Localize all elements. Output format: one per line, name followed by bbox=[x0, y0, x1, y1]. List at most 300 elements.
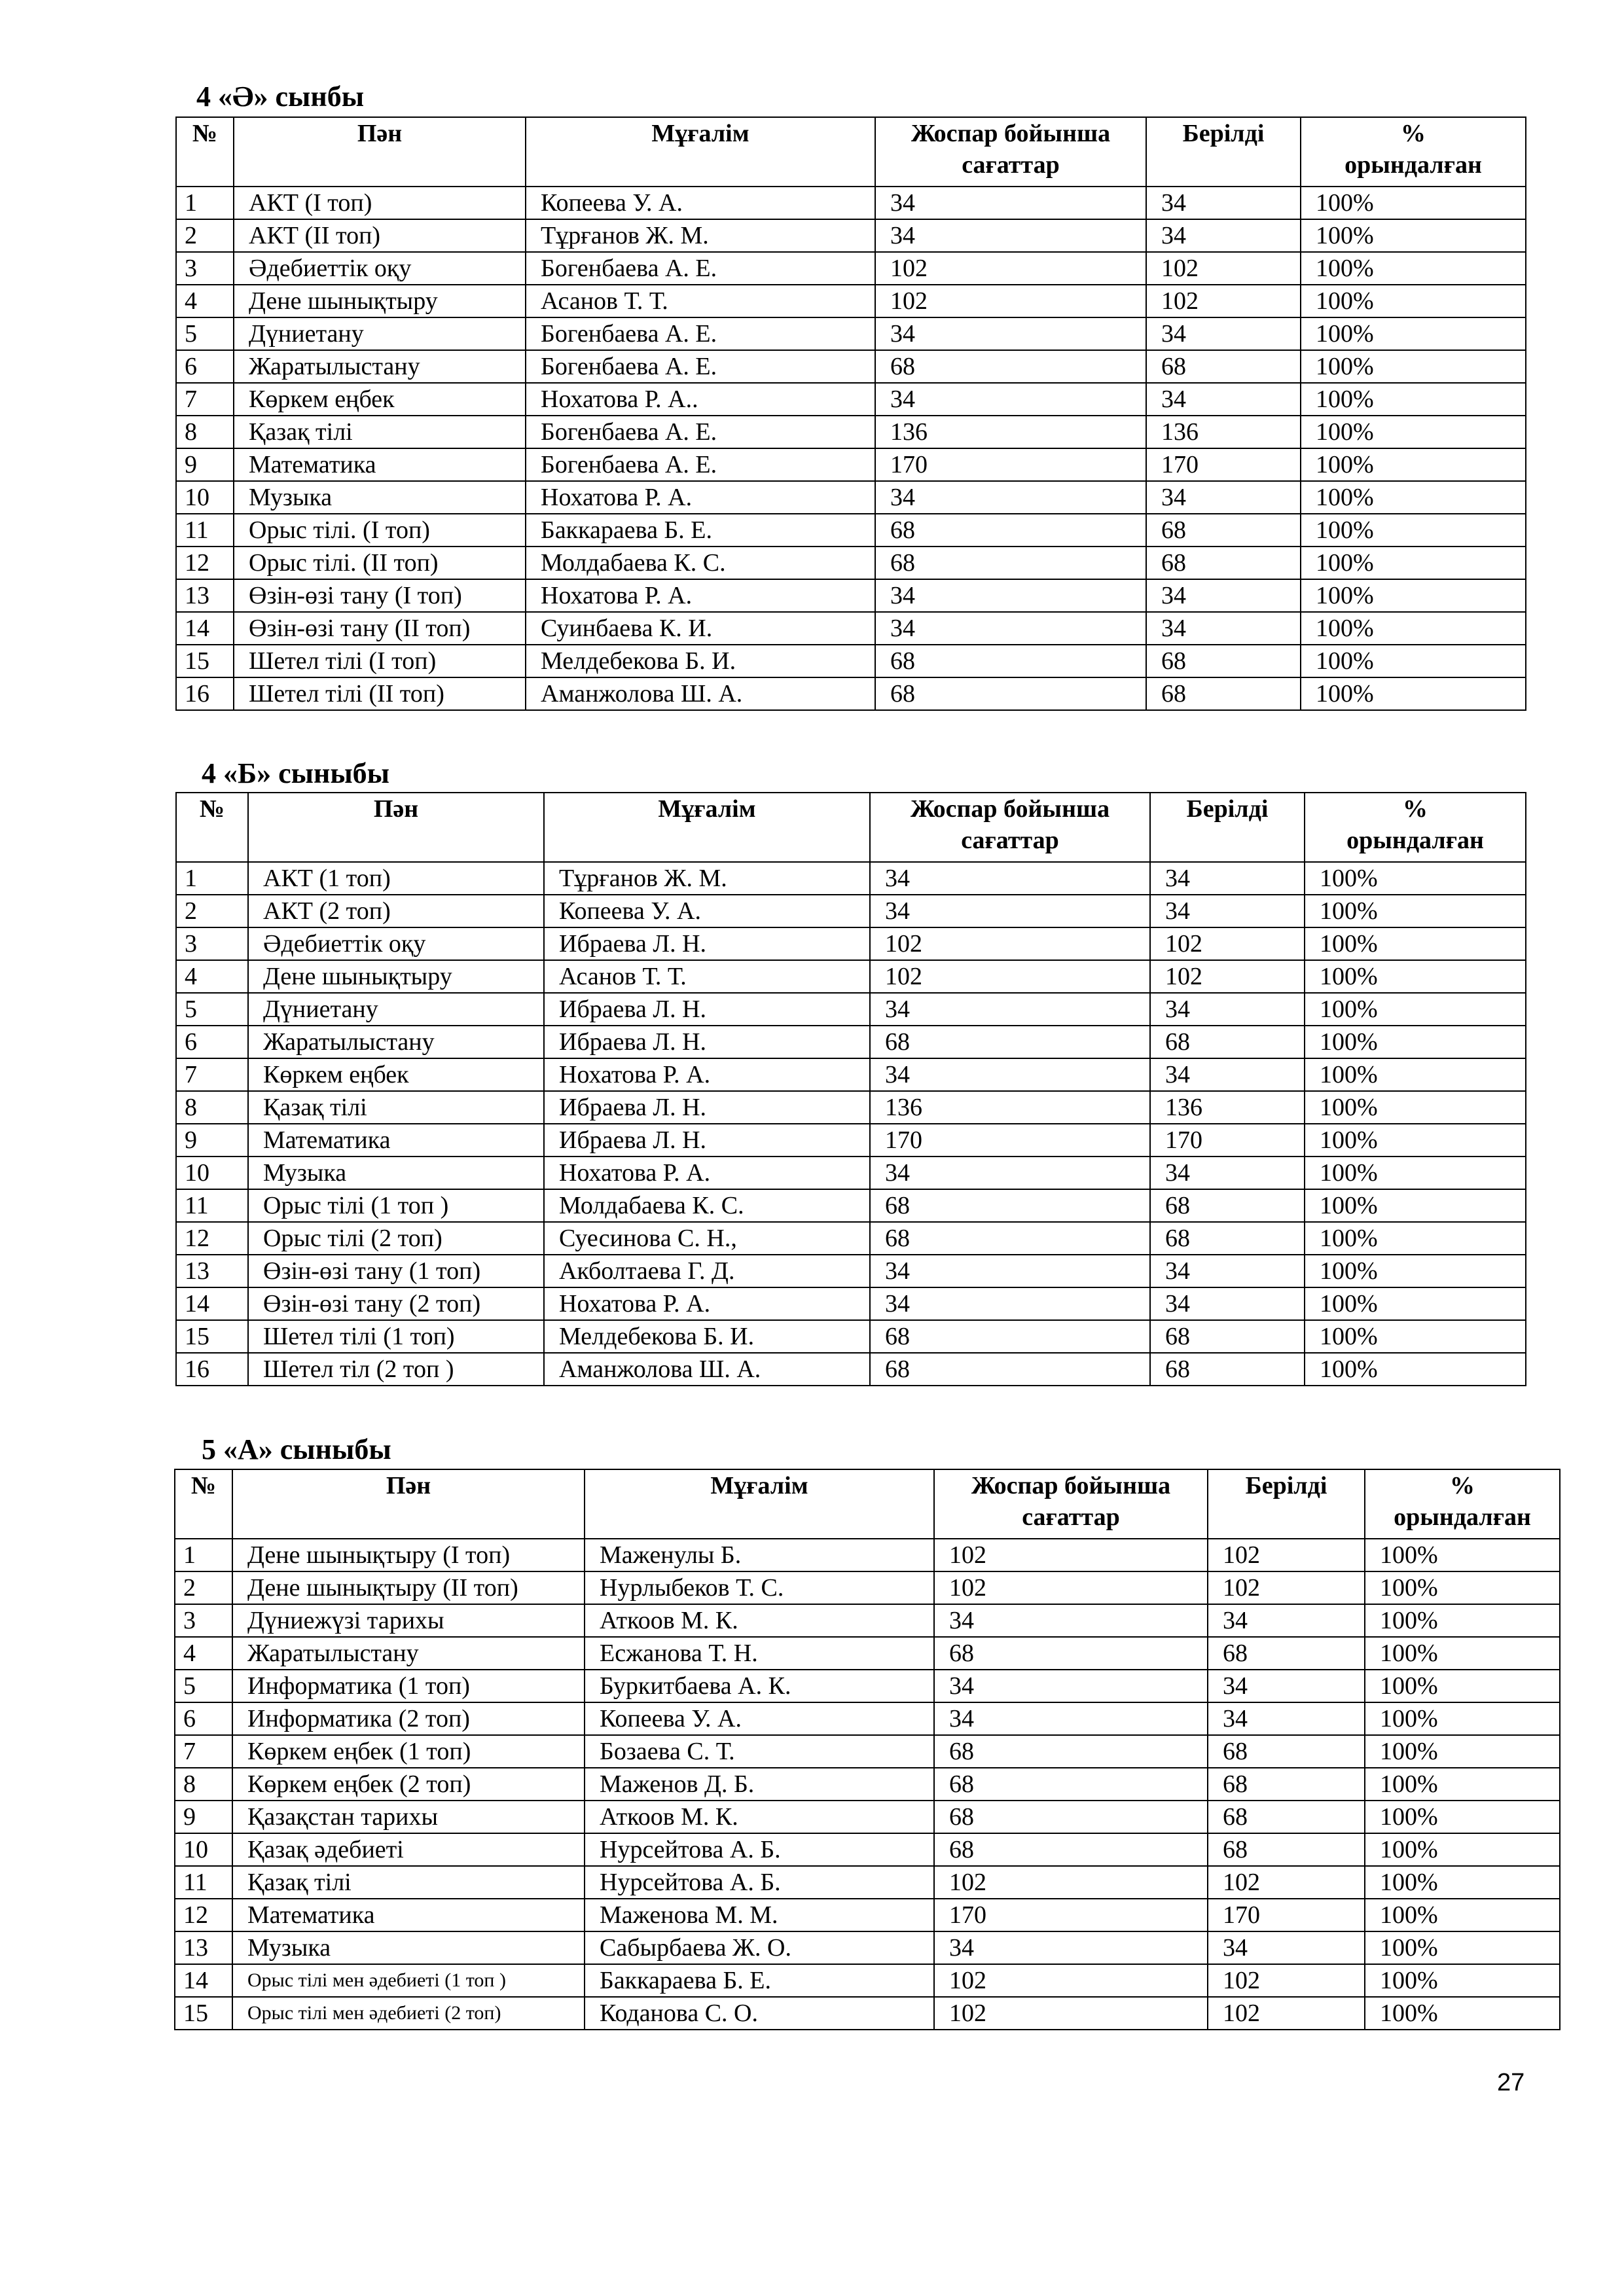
completion-percent-cell: 100% bbox=[1301, 416, 1526, 448]
teacher-cell: Нурсейтова А. Б. bbox=[585, 1866, 934, 1899]
subject-cell: Әдебиеттік оқу bbox=[234, 252, 526, 285]
row-number: 1 bbox=[176, 187, 234, 219]
teacher-cell: Аманжолова Ш. А. bbox=[526, 677, 875, 710]
header-pct bbox=[1365, 1469, 1560, 1539]
planned-hours-cell: 34 bbox=[870, 993, 1150, 1026]
given-hours-cell: 34 bbox=[1208, 1702, 1365, 1735]
given-hours-cell: 34 bbox=[1146, 187, 1301, 219]
given-hours-cell: 102 bbox=[1208, 1866, 1365, 1899]
table-row bbox=[176, 612, 1526, 645]
planned-hours-cell: 68 bbox=[875, 547, 1146, 579]
completion-percent-cell: 100% bbox=[1301, 514, 1526, 547]
table-row bbox=[175, 1997, 1560, 2030]
planned-hours-cell: 68 bbox=[870, 1026, 1150, 1058]
row-number: 2 bbox=[176, 895, 248, 927]
header-num-text: № bbox=[192, 120, 218, 147]
table-row bbox=[175, 1964, 1560, 1997]
table-row bbox=[176, 1124, 1526, 1157]
completion-percent-cell: 100% bbox=[1305, 1026, 1526, 1058]
row-number: 11 bbox=[176, 514, 234, 547]
subject-cell: Шетел тіл (2 топ ) bbox=[248, 1353, 544, 1386]
given-hours-cell: 68 bbox=[1208, 1801, 1365, 1833]
row-number: 6 bbox=[175, 1702, 232, 1735]
completion-percent-cell: 100% bbox=[1365, 1997, 1560, 2030]
completion-percent-cell: 100% bbox=[1301, 350, 1526, 383]
planned-hours-cell: 34 bbox=[934, 1670, 1208, 1702]
teacher-cell: Асанов Т. Т. bbox=[544, 960, 870, 993]
header-pct-text: % bbox=[1450, 1472, 1475, 1499]
row-number: 9 bbox=[176, 1124, 248, 1157]
subject-cell: Өзін-өзі тану (2 топ) bbox=[248, 1287, 544, 1320]
given-hours-cell: 34 bbox=[1150, 993, 1305, 1026]
row-number: 8 bbox=[176, 1091, 248, 1124]
completion-percent-cell: 100% bbox=[1305, 1222, 1526, 1255]
planned-hours-cell: 68 bbox=[870, 1353, 1150, 1386]
row-number: 15 bbox=[176, 645, 234, 677]
row-number: 5 bbox=[176, 993, 248, 1026]
planned-hours-cell: 68 bbox=[934, 1768, 1208, 1801]
given-hours-cell: 68 bbox=[1150, 1222, 1305, 1255]
completion-percent-cell: 100% bbox=[1365, 1637, 1560, 1670]
table-row bbox=[176, 187, 1526, 219]
teacher-cell: Коданова С. О. bbox=[585, 1997, 934, 2030]
planned-hours-cell: 68 bbox=[934, 1735, 1208, 1768]
row-number: 15 bbox=[176, 1320, 248, 1353]
header-given bbox=[1208, 1469, 1365, 1539]
table-row bbox=[176, 895, 1526, 927]
row-number: 12 bbox=[176, 547, 234, 579]
row-number: 8 bbox=[175, 1768, 232, 1801]
planned-hours-cell: 102 bbox=[870, 960, 1150, 993]
teacher-cell: Ибраева Л. Н. bbox=[544, 993, 870, 1026]
row-number: 2 bbox=[175, 1571, 232, 1604]
given-hours-cell: 170 bbox=[1150, 1124, 1305, 1157]
completion-percent-cell: 100% bbox=[1301, 547, 1526, 579]
header-pct bbox=[1301, 117, 1526, 187]
planned-hours-cell: 102 bbox=[934, 1964, 1208, 1997]
teacher-cell: Аткоов М. К. bbox=[585, 1801, 934, 1833]
table-row bbox=[176, 579, 1526, 612]
teacher-cell: Богенбаева А. Е. bbox=[526, 350, 875, 383]
teacher-cell: Акболтаева Г. Д. bbox=[544, 1255, 870, 1287]
teacher-cell: Богенбаева А. Е. bbox=[526, 416, 875, 448]
subject-cell: Қазақ тілі bbox=[248, 1091, 544, 1124]
subject-cell: Шетел тілі (ІІ топ) bbox=[234, 677, 526, 710]
planned-hours-cell: 68 bbox=[875, 350, 1146, 383]
subject-cell: Қазақ тілі bbox=[232, 1866, 585, 1899]
planned-hours-cell: 68 bbox=[875, 514, 1146, 547]
teacher-cell: Нохатова Р. А.. bbox=[526, 383, 875, 416]
row-number: 10 bbox=[175, 1833, 232, 1866]
planned-hours-cell: 68 bbox=[875, 677, 1146, 710]
planned-hours-cell: 68 bbox=[934, 1637, 1208, 1670]
row-number: 16 bbox=[176, 1353, 248, 1386]
table-row bbox=[176, 481, 1526, 514]
subject-cell: Информатика (1 топ) bbox=[232, 1670, 585, 1702]
header-plan bbox=[934, 1469, 1208, 1539]
teacher-cell: Тұрғанов Ж. М. bbox=[526, 219, 875, 252]
given-hours-cell: 170 bbox=[1208, 1899, 1365, 1931]
table-row bbox=[176, 514, 1526, 547]
table-row bbox=[176, 1320, 1526, 1353]
row-number: 1 bbox=[175, 1539, 232, 1571]
given-hours-cell: 34 bbox=[1146, 219, 1301, 252]
completion-percent-cell: 100% bbox=[1301, 579, 1526, 612]
header-pct-text: % bbox=[1401, 120, 1426, 147]
header-pct-text: % bbox=[1403, 795, 1428, 823]
subject-cell: Орыс тілі (1 топ ) bbox=[248, 1189, 544, 1222]
teacher-cell: Нохатова Р. А. bbox=[526, 579, 875, 612]
header-teacher-text: Мұғалім bbox=[651, 120, 749, 147]
completion-percent-cell: 100% bbox=[1305, 993, 1526, 1026]
planned-hours-cell: 102 bbox=[934, 1571, 1208, 1604]
completion-percent-cell: 100% bbox=[1365, 1964, 1560, 1997]
planned-hours-cell: 34 bbox=[875, 612, 1146, 645]
subject-cell: Көркем еңбек (1 топ) bbox=[232, 1735, 585, 1768]
completion-percent-cell: 100% bbox=[1305, 1255, 1526, 1287]
given-hours-cell: 34 bbox=[1150, 1157, 1305, 1189]
table-5a-header bbox=[175, 1469, 1560, 1539]
table-row bbox=[175, 1899, 1560, 1931]
planned-hours-cell: 34 bbox=[934, 1604, 1208, 1637]
completion-percent-cell: 100% bbox=[1365, 1768, 1560, 1801]
given-hours-cell: 34 bbox=[1146, 579, 1301, 612]
given-hours-cell: 34 bbox=[1150, 895, 1305, 927]
subject-cell: АКТ (2 топ) bbox=[248, 895, 544, 927]
header-given bbox=[1146, 117, 1301, 187]
teacher-cell: Копеева У. А. bbox=[585, 1702, 934, 1735]
table-row bbox=[176, 1026, 1526, 1058]
section-title-4a: 4 «Ә» сынбы bbox=[196, 81, 365, 113]
completion-percent-cell: 100% bbox=[1305, 1189, 1526, 1222]
subject-cell: Математика bbox=[248, 1124, 544, 1157]
teacher-cell: Нохатова Р. А. bbox=[526, 481, 875, 514]
subject-cell: АКТ (І топ) bbox=[234, 187, 526, 219]
given-hours-cell: 68 bbox=[1208, 1833, 1365, 1866]
planned-hours-cell: 68 bbox=[934, 1801, 1208, 1833]
table-4b bbox=[175, 792, 1526, 1386]
header-subject-text: Пән bbox=[386, 1472, 431, 1499]
header-teacher bbox=[585, 1469, 934, 1539]
planned-hours-cell: 34 bbox=[875, 317, 1146, 350]
completion-percent-cell: 100% bbox=[1365, 1899, 1560, 1931]
given-hours-cell: 68 bbox=[1208, 1637, 1365, 1670]
table-row bbox=[176, 1222, 1526, 1255]
header-teacher-text: Мұғалім bbox=[710, 1472, 808, 1499]
completion-percent-cell: 100% bbox=[1305, 1058, 1526, 1091]
completion-percent-cell: 100% bbox=[1305, 1091, 1526, 1124]
row-number: 5 bbox=[175, 1670, 232, 1702]
planned-hours-cell: 102 bbox=[934, 1866, 1208, 1899]
completion-percent-cell: 100% bbox=[1305, 960, 1526, 993]
completion-percent-cell: 100% bbox=[1305, 1287, 1526, 1320]
given-hours-cell: 68 bbox=[1146, 547, 1301, 579]
completion-percent-cell: 100% bbox=[1301, 612, 1526, 645]
table-row bbox=[176, 317, 1526, 350]
header-pct-text: орындалған bbox=[1346, 827, 1484, 854]
subject-cell: Музыка bbox=[248, 1157, 544, 1189]
subject-cell: Өзін-өзі тану (І топ) bbox=[234, 579, 526, 612]
planned-hours-cell: 34 bbox=[870, 1058, 1150, 1091]
header-num bbox=[176, 117, 234, 187]
subject-cell: Дүниетану bbox=[248, 993, 544, 1026]
planned-hours-cell: 34 bbox=[875, 383, 1146, 416]
planned-hours-cell: 136 bbox=[875, 416, 1146, 448]
given-hours-cell: 68 bbox=[1208, 1735, 1365, 1768]
row-number: 5 bbox=[176, 317, 234, 350]
subject-cell: Дене шынықтыру bbox=[248, 960, 544, 993]
row-number: 6 bbox=[176, 1026, 248, 1058]
table-row bbox=[175, 1670, 1560, 1702]
header-plan-text: сағаттар bbox=[962, 151, 1060, 179]
teacher-cell: Маженова М. М. bbox=[585, 1899, 934, 1931]
given-hours-cell: 68 bbox=[1146, 645, 1301, 677]
teacher-cell: Суинбаева К. И. bbox=[526, 612, 875, 645]
planned-hours-cell: 102 bbox=[875, 285, 1146, 317]
planned-hours-cell: 102 bbox=[870, 927, 1150, 960]
planned-hours-cell: 68 bbox=[934, 1833, 1208, 1866]
header-num-text: № bbox=[199, 795, 225, 823]
subject-cell: Информатика (2 топ) bbox=[232, 1702, 585, 1735]
teacher-cell: Аманжолова Ш. А. bbox=[544, 1353, 870, 1386]
table-row bbox=[176, 1058, 1526, 1091]
header-plan bbox=[875, 117, 1146, 187]
teacher-cell: Ибраева Л. Н. bbox=[544, 1091, 870, 1124]
completion-percent-cell: 100% bbox=[1301, 252, 1526, 285]
completion-percent-cell: 100% bbox=[1365, 1571, 1560, 1604]
row-number: 1 bbox=[176, 862, 248, 895]
given-hours-cell: 34 bbox=[1146, 612, 1301, 645]
completion-percent-cell: 100% bbox=[1301, 187, 1526, 219]
table-row bbox=[176, 1189, 1526, 1222]
teacher-cell: Богенбаева А. Е. bbox=[526, 448, 875, 481]
teacher-cell: Мелдебекова Б. И. bbox=[544, 1320, 870, 1353]
table-4a-header bbox=[176, 117, 1526, 187]
teacher-cell: Маженов Д. Б. bbox=[585, 1768, 934, 1801]
given-hours-cell: 68 bbox=[1150, 1353, 1305, 1386]
subject-cell: Математика bbox=[232, 1899, 585, 1931]
planned-hours-cell: 102 bbox=[934, 1997, 1208, 2030]
row-number: 14 bbox=[176, 612, 234, 645]
planned-hours-cell: 34 bbox=[875, 579, 1146, 612]
header-teacher bbox=[526, 117, 875, 187]
subject-cell: Музыка bbox=[234, 481, 526, 514]
planned-hours-cell: 34 bbox=[875, 481, 1146, 514]
given-hours-cell: 102 bbox=[1208, 1964, 1365, 1997]
subject-cell: Әдебиеттік оқу bbox=[248, 927, 544, 960]
completion-percent-cell: 100% bbox=[1365, 1833, 1560, 1866]
table-row bbox=[176, 1157, 1526, 1189]
teacher-cell: Молдабаева К. С. bbox=[544, 1189, 870, 1222]
completion-percent-cell: 100% bbox=[1305, 927, 1526, 960]
header-plan-text: Жоспар бойынша bbox=[971, 1472, 1171, 1499]
teacher-cell: Нохатова Р. А. bbox=[544, 1058, 870, 1091]
subject-cell: Дене шынықтыру (ІІ топ) bbox=[232, 1571, 585, 1604]
teacher-cell: Тұрғанов Ж. М. bbox=[544, 862, 870, 895]
table-row bbox=[176, 927, 1526, 960]
row-number: 10 bbox=[176, 481, 234, 514]
header-given-text: Берілді bbox=[1186, 795, 1269, 823]
subject-cell: Қазақ әдебиеті bbox=[232, 1833, 585, 1866]
section-title-5a: 5 «А» сыныбы bbox=[202, 1433, 391, 1465]
row-number: 9 bbox=[176, 448, 234, 481]
given-hours-cell: 68 bbox=[1146, 514, 1301, 547]
planned-hours-cell: 136 bbox=[870, 1091, 1150, 1124]
subject-cell: Қазақстан тарихы bbox=[232, 1801, 585, 1833]
subject-cell: Өзін-өзі тану (1 топ) bbox=[248, 1255, 544, 1287]
given-hours-cell: 170 bbox=[1146, 448, 1301, 481]
header-pct bbox=[1305, 793, 1526, 862]
subject-cell: Орыс тілі. (ІІ топ) bbox=[234, 547, 526, 579]
table-row bbox=[175, 1571, 1560, 1604]
teacher-cell: Маженулы Б. bbox=[585, 1539, 934, 1571]
table-row bbox=[175, 1801, 1560, 1833]
row-number: 11 bbox=[176, 1189, 248, 1222]
teacher-cell: Ибраева Л. Н. bbox=[544, 1026, 870, 1058]
row-number: 3 bbox=[176, 252, 234, 285]
subject-cell: Шетел тілі (1 топ) bbox=[248, 1320, 544, 1353]
completion-percent-cell: 100% bbox=[1301, 677, 1526, 710]
planned-hours-cell: 68 bbox=[870, 1189, 1150, 1222]
given-hours-cell: 34 bbox=[1208, 1931, 1365, 1964]
header-plan bbox=[870, 793, 1150, 862]
row-number: 3 bbox=[175, 1604, 232, 1637]
completion-percent-cell: 100% bbox=[1305, 1157, 1526, 1189]
completion-percent-cell: 100% bbox=[1365, 1801, 1560, 1833]
header-plan-text: Жоспар бойынша bbox=[910, 795, 1110, 823]
header-num bbox=[176, 793, 248, 862]
table-row bbox=[176, 285, 1526, 317]
table-4a-body bbox=[176, 187, 1526, 710]
teacher-cell: Баккараева Б. Е. bbox=[526, 514, 875, 547]
subject-cell: Жаратылыстану bbox=[234, 350, 526, 383]
completion-percent-cell: 100% bbox=[1305, 895, 1526, 927]
table-4a bbox=[175, 117, 1526, 711]
completion-percent-cell: 100% bbox=[1305, 1320, 1526, 1353]
subject-cell: Дүниетану bbox=[234, 317, 526, 350]
row-number: 4 bbox=[175, 1637, 232, 1670]
header-row bbox=[176, 117, 1526, 187]
row-number: 6 bbox=[176, 350, 234, 383]
given-hours-cell: 102 bbox=[1150, 927, 1305, 960]
teacher-cell: Копеева У. А. bbox=[544, 895, 870, 927]
row-number: 13 bbox=[176, 1255, 248, 1287]
header-subject-text: Пән bbox=[373, 795, 419, 823]
teacher-cell: Есжанова Т. Н. bbox=[585, 1637, 934, 1670]
table-row bbox=[175, 1866, 1560, 1899]
teacher-cell: Мелдебекова Б. И. bbox=[526, 645, 875, 677]
table-row bbox=[176, 547, 1526, 579]
teacher-cell: Богенбаева А. Е. bbox=[526, 252, 875, 285]
table-row bbox=[176, 993, 1526, 1026]
teacher-cell: Нурсейтова А. Б. bbox=[585, 1833, 934, 1866]
header-row bbox=[176, 793, 1526, 862]
teacher-cell: Богенбаева А. Е. bbox=[526, 317, 875, 350]
planned-hours-cell: 34 bbox=[934, 1702, 1208, 1735]
row-number: 11 bbox=[175, 1866, 232, 1899]
subject-cell: Жаратылыстану bbox=[232, 1637, 585, 1670]
header-plan-text: сағаттар bbox=[1022, 1503, 1120, 1531]
teacher-cell: Аткоов М. К. bbox=[585, 1604, 934, 1637]
row-number: 4 bbox=[176, 960, 248, 993]
planned-hours-cell: 34 bbox=[870, 1255, 1150, 1287]
teacher-cell: Ибраева Л. Н. bbox=[544, 927, 870, 960]
subject-cell: Көркем еңбек bbox=[248, 1058, 544, 1091]
given-hours-cell: 136 bbox=[1150, 1091, 1305, 1124]
subject-cell: Өзін-өзі тану (ІІ топ) bbox=[234, 612, 526, 645]
header-given-text: Берілді bbox=[1182, 120, 1265, 147]
completion-percent-cell: 100% bbox=[1301, 448, 1526, 481]
table-row bbox=[176, 252, 1526, 285]
header-subject-text: Пән bbox=[357, 120, 403, 147]
planned-hours-cell: 34 bbox=[870, 1157, 1150, 1189]
planned-hours-cell: 170 bbox=[870, 1124, 1150, 1157]
subject-cell: Көркем еңбек bbox=[234, 383, 526, 416]
header-plan-text: сағаттар bbox=[961, 827, 1059, 854]
subject-cell: Орыс тілі. (І топ) bbox=[234, 514, 526, 547]
teacher-cell: Нурлыбеков Т. С. bbox=[585, 1571, 934, 1604]
given-hours-cell: 136 bbox=[1146, 416, 1301, 448]
header-given-text: Берілді bbox=[1245, 1472, 1327, 1499]
header-subject bbox=[232, 1469, 585, 1539]
planned-hours-cell: 68 bbox=[870, 1222, 1150, 1255]
subject-cell: Орыс тілі мен әдебиеті (1 топ ) bbox=[232, 1964, 585, 1997]
subject-cell: Жаратылыстану bbox=[248, 1026, 544, 1058]
subject-cell: Орыс тілі (2 топ) bbox=[248, 1222, 544, 1255]
header-num bbox=[175, 1469, 232, 1539]
completion-percent-cell: 100% bbox=[1365, 1539, 1560, 1571]
teacher-cell: Копеева У. А. bbox=[526, 187, 875, 219]
teacher-cell: Нохатова Р. А. bbox=[544, 1287, 870, 1320]
row-number: 13 bbox=[176, 579, 234, 612]
table-row bbox=[176, 448, 1526, 481]
row-number: 16 bbox=[176, 677, 234, 710]
subject-cell: Дене шынықтыру (І топ) bbox=[232, 1539, 585, 1571]
planned-hours-cell: 170 bbox=[875, 448, 1146, 481]
given-hours-cell: 34 bbox=[1146, 317, 1301, 350]
table-row bbox=[176, 645, 1526, 677]
row-number: 9 bbox=[175, 1801, 232, 1833]
subject-cell: АКТ (ІІ топ) bbox=[234, 219, 526, 252]
row-number: 14 bbox=[176, 1287, 248, 1320]
given-hours-cell: 68 bbox=[1150, 1026, 1305, 1058]
teacher-cell: Молдабаева К. С. bbox=[526, 547, 875, 579]
planned-hours-cell: 102 bbox=[934, 1539, 1208, 1571]
given-hours-cell: 34 bbox=[1150, 862, 1305, 895]
table-row bbox=[176, 219, 1526, 252]
table-row bbox=[176, 416, 1526, 448]
planned-hours-cell: 34 bbox=[875, 219, 1146, 252]
planned-hours-cell: 34 bbox=[934, 1931, 1208, 1964]
given-hours-cell: 68 bbox=[1150, 1189, 1305, 1222]
table-5a-body bbox=[175, 1539, 1560, 2030]
given-hours-cell: 68 bbox=[1146, 350, 1301, 383]
given-hours-cell: 34 bbox=[1150, 1287, 1305, 1320]
table-row bbox=[176, 960, 1526, 993]
given-hours-cell: 68 bbox=[1146, 677, 1301, 710]
subject-cell: Дене шынықтыру bbox=[234, 285, 526, 317]
row-number: 13 bbox=[175, 1931, 232, 1964]
table-row bbox=[176, 383, 1526, 416]
header-subject bbox=[248, 793, 544, 862]
given-hours-cell: 102 bbox=[1146, 252, 1301, 285]
header-pct-text: орындалған bbox=[1394, 1503, 1531, 1531]
header-given bbox=[1150, 793, 1305, 862]
row-number: 8 bbox=[176, 416, 234, 448]
planned-hours-cell: 34 bbox=[870, 895, 1150, 927]
subject-cell: Қазақ тілі bbox=[234, 416, 526, 448]
teacher-cell: Буркитбаева А. К. bbox=[585, 1670, 934, 1702]
